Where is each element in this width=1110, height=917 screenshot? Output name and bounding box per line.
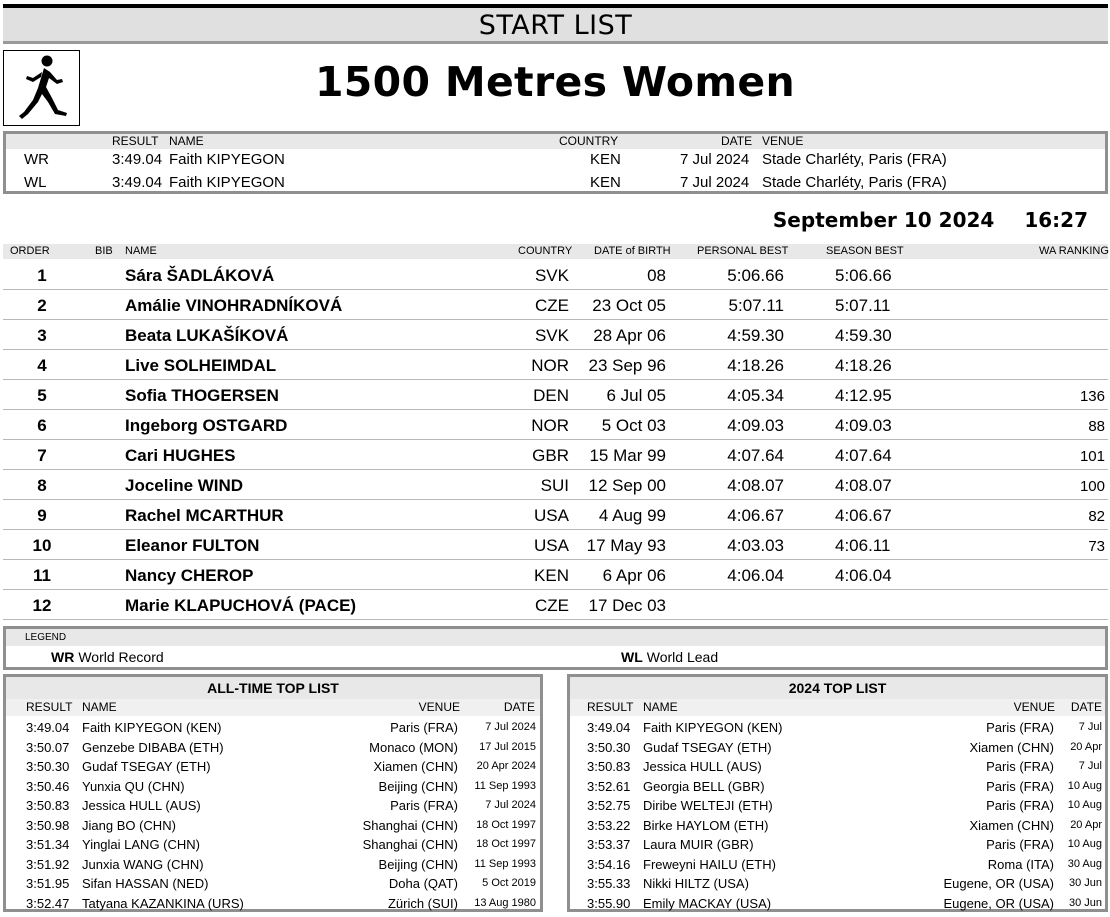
year-venue-header: VENUE xyxy=(1013,700,1055,714)
yeartop-row xyxy=(570,796,1105,816)
startlist-row xyxy=(3,590,1108,620)
athlete-name: Live SOLHEIMDAL xyxy=(125,356,277,375)
alltime-venue: Monaco (MON) xyxy=(369,739,458,755)
yeartop-date: 10 Aug xyxy=(1067,838,1102,850)
legend-box xyxy=(3,626,1108,670)
yeartop-name: Gudaf TSEGAY (ETH) xyxy=(643,739,772,755)
alltime-result-header: RESULT xyxy=(26,700,73,714)
alltime-row xyxy=(6,757,540,777)
start-list-title: START LIST xyxy=(3,8,1108,44)
alltime-date: 13 Aug 1980 xyxy=(474,896,536,909)
athlete-country: CZE xyxy=(535,296,569,315)
yeartop-name: Nikki HILTZ (USA) xyxy=(643,876,749,891)
yeartop-date: 20 Apr xyxy=(1070,740,1102,753)
yeartop-row xyxy=(570,757,1105,777)
athlete-country: GBR xyxy=(532,446,569,465)
order-header: ORDER xyxy=(10,245,50,257)
startlist-row xyxy=(3,410,1108,440)
athlete-sb: 4:06.11 xyxy=(835,536,891,555)
records-result-header: RESULT xyxy=(112,134,159,148)
alltime-date: 18 Oct 1997 xyxy=(476,818,536,831)
alltime-date: 11 Sep 1993 xyxy=(474,779,536,792)
athlete-sb: 4:06.67 xyxy=(835,506,892,525)
yeartop-result: 3:55.33 xyxy=(587,876,631,891)
event-title: 1500 Metres Women xyxy=(314,58,796,106)
alltime-name: Faith KIPYEGON (KEN) xyxy=(82,720,222,735)
yeartop-date: 7 Jul xyxy=(1078,721,1102,733)
alltime-name: Jessica HULL (AUS) xyxy=(82,798,201,813)
alltime-row xyxy=(6,855,540,875)
yeartop-name: Faith KIPYEGON (KEN) xyxy=(643,720,783,735)
athlete-order: 1 xyxy=(37,266,47,285)
yeartop-result: 3:55.90 xyxy=(587,895,631,911)
athlete-country: KEN xyxy=(534,566,569,585)
yeartop-date: 30 Jun xyxy=(1068,877,1102,889)
athlete-name: Amálie VINOHRADNÍKOVÁ xyxy=(125,296,343,315)
record-venue: Stade Charléty, Paris (FRA) xyxy=(762,174,947,191)
records-header xyxy=(6,134,1105,149)
yeartop-row xyxy=(570,874,1105,894)
athlete-dob: 15 Mar 99 xyxy=(589,446,666,465)
yeartop-venue: Paris (FRA) xyxy=(986,837,1054,852)
pb-header: PERSONAL BEST xyxy=(697,245,789,257)
alltime-result: 3:51.95 xyxy=(26,876,70,891)
alltime-venue: Beijing (CHN) xyxy=(378,856,458,872)
record-type: WL xyxy=(24,174,47,191)
alltime-name: Gudaf TSEGAY (ETH) xyxy=(82,759,211,774)
yeartop-venue: Eugene, OR (USA) xyxy=(943,895,1054,911)
athlete-order: 12 xyxy=(32,596,52,615)
alltime-venue: Paris (FRA) xyxy=(390,720,458,735)
athlete-rank: 73 xyxy=(1088,538,1105,555)
athlete-pb: 4:18.26 xyxy=(727,356,784,375)
yeartop-date: 30 Aug xyxy=(1067,857,1102,870)
year-top-list xyxy=(567,674,1108,912)
athlete-dob: 4 Aug 99 xyxy=(598,506,666,525)
yeartop-result: 3:52.61 xyxy=(587,778,631,794)
yeartop-name: Emily MACKAY (USA) xyxy=(643,895,772,911)
startlist-row xyxy=(3,470,1108,500)
alltime-row xyxy=(6,816,540,836)
record-date: 7 Jul 2024 xyxy=(680,174,750,191)
athlete-sb: 4:08.07 xyxy=(835,476,892,495)
legend-code: WL xyxy=(621,649,643,665)
alltime-name: Junxia WANG (CHN) xyxy=(82,856,204,872)
yeartop-venue: Xiamen (CHN) xyxy=(969,817,1054,833)
alltime-name: Jiang BO (CHN) xyxy=(82,817,176,833)
alltime-venue: Doha (QAT) xyxy=(388,876,458,891)
athlete-order: 5 xyxy=(37,386,47,405)
date-time xyxy=(773,208,1088,232)
alltime-result: 3:49.04 xyxy=(26,720,70,735)
athlete-sb: 5:06.66 xyxy=(835,266,892,285)
legend-code: WR xyxy=(51,649,75,665)
alltime-date: 5 Oct 2019 xyxy=(482,877,536,889)
athlete-sb: 4:12.95 xyxy=(835,386,892,405)
athlete-pb: 4:08.07 xyxy=(727,476,784,495)
alltime-venue: Xiamen (CHN) xyxy=(373,759,458,774)
yeartop-row xyxy=(570,894,1105,914)
record-result: 3:49.04 xyxy=(112,174,163,191)
athlete-order: 2 xyxy=(37,296,47,315)
yeartop-date: 20 Apr xyxy=(1070,818,1102,831)
alltime-result: 3:52.47 xyxy=(26,895,70,911)
record-row-wr xyxy=(6,148,1105,171)
alltime-result: 3:50.07 xyxy=(26,739,70,755)
athlete-order: 4 xyxy=(37,356,47,375)
yeartop-venue: Eugene, OR (USA) xyxy=(943,876,1054,891)
athlete-order: 9 xyxy=(37,506,47,525)
athlete-country: USA xyxy=(534,536,569,555)
record-country: KEN xyxy=(590,174,621,191)
alltime-row xyxy=(6,874,540,894)
legend-text: World Lead xyxy=(646,649,719,665)
athlete-country: SVK xyxy=(534,326,569,345)
alltime-venue: Zürich (SUI) xyxy=(387,895,458,911)
athlete-dob: 12 Sep 00 xyxy=(588,476,666,495)
athlete-country: USA xyxy=(534,506,569,525)
record-row-wl xyxy=(6,171,1105,194)
records-name-header: NAME xyxy=(169,134,204,148)
record-country: KEN xyxy=(590,151,621,168)
yeartop-row xyxy=(570,777,1105,797)
alltime-row xyxy=(6,894,540,914)
record-name: Faith KIPYEGON xyxy=(169,151,285,168)
yeartop-row xyxy=(570,855,1105,875)
athlete-dob: 17 May 93 xyxy=(586,536,666,555)
legend-text: World Record xyxy=(78,649,164,665)
startlist-row xyxy=(3,380,1108,410)
records-country-header: COUNTRY xyxy=(559,134,619,148)
alltime-row xyxy=(6,835,540,855)
yeartop-name: Laura MUIR (GBR) xyxy=(643,837,754,852)
startlist-row xyxy=(3,290,1108,320)
record-result: 3:49.04 xyxy=(112,151,163,168)
alltime-name-header: NAME xyxy=(82,700,117,714)
year-name-header: NAME xyxy=(643,700,678,714)
athlete-pb: 5:07.11 xyxy=(728,296,784,315)
athlete-dob: 17 Dec 03 xyxy=(588,596,666,615)
athlete-sb: 4:59.30 xyxy=(835,326,892,345)
records-date-header: DATE xyxy=(721,134,753,148)
athlete-name: Ingeborg OSTGARD xyxy=(125,416,288,435)
alltime-venue: Beijing (CHN) xyxy=(378,778,458,794)
alltime-top-list xyxy=(3,674,543,912)
alltime-title: ALL-TIME TOP LIST xyxy=(207,680,339,696)
records-box xyxy=(3,131,1108,194)
athlete-name: Marie KLAPUCHOVÁ (PACE) xyxy=(125,596,357,615)
athlete-country: NOR xyxy=(531,356,569,375)
alltime-result: 3:51.34 xyxy=(26,837,70,852)
athlete-sb: 5:07.11 xyxy=(835,296,891,315)
athlete-dob: 28 Apr 06 xyxy=(593,326,666,345)
alltime-name: Yinglai LANG (CHN) xyxy=(82,837,200,852)
yeartop-result: 3:50.83 xyxy=(587,759,631,774)
yeartop-row xyxy=(570,816,1105,836)
yeartop-name: Diribe WELTEJI (ETH) xyxy=(643,798,773,813)
yeartop-venue: Paris (FRA) xyxy=(986,720,1054,735)
athlete-order: 11 xyxy=(33,566,51,585)
athlete-country: CZE xyxy=(535,596,569,615)
athlete-pb: 4:06.04 xyxy=(727,566,784,585)
alltime-row xyxy=(6,777,540,797)
athlete-dob: 6 Jul 05 xyxy=(606,386,666,405)
yeartop-venue: Paris (FRA) xyxy=(986,759,1054,774)
yeartop-name: Freweyni HAILU (ETH) xyxy=(643,856,776,872)
alltime-column-headers xyxy=(6,699,540,716)
athlete-pb: 4:59.30 xyxy=(727,326,784,345)
athlete-order: 10 xyxy=(32,536,52,555)
alltime-date-header: DATE xyxy=(503,700,535,714)
athlete-name: Eleanor FULTON xyxy=(125,536,260,555)
yeartop-date: 30 Jun xyxy=(1068,896,1102,909)
athlete-pb: 4:09.03 xyxy=(727,416,784,435)
yeartop-result: 3:50.30 xyxy=(587,739,631,755)
event-time: 16:27 xyxy=(1024,208,1088,232)
legend-item-wl xyxy=(621,649,718,665)
alltime-name: Tatyana KAZANKINA (URS) xyxy=(82,895,244,911)
record-name: Faith KIPYEGON xyxy=(169,174,285,191)
athlete-name: Beata LUKAŠÍKOVÁ xyxy=(125,326,289,345)
athlete-order: 7 xyxy=(37,446,47,465)
startlist-row xyxy=(3,500,1108,530)
athlete-rank: 101 xyxy=(1079,448,1105,465)
startlist-row xyxy=(3,440,1108,470)
legend-title: LEGEND xyxy=(6,629,1105,646)
athlete-dob: 23 Sep 96 xyxy=(588,356,666,375)
athlete-sb: 4:06.04 xyxy=(835,566,892,585)
country-header: COUNTRY xyxy=(518,245,573,257)
athlete-country: NOR xyxy=(531,416,569,435)
alltime-date: 11 Sep 1993 xyxy=(474,857,536,870)
athlete-pb: 4:05.34 xyxy=(727,386,784,405)
alltime-date: 18 Oct 1997 xyxy=(476,838,536,850)
athlete-name: Joceline WIND xyxy=(125,476,244,495)
yeartop-name: Jessica HULL (AUS) xyxy=(643,759,762,774)
alltime-row xyxy=(6,718,540,738)
athlete-rank: 82 xyxy=(1088,508,1105,525)
athlete-country: SVK xyxy=(534,266,569,285)
yeartop-venue: Roma (ITA) xyxy=(987,856,1054,872)
startlist-row xyxy=(3,530,1108,560)
yeartop-row xyxy=(570,718,1105,738)
yeartop-result: 3:52.75 xyxy=(587,798,631,813)
alltime-row xyxy=(6,738,540,758)
athlete-dob: 6 Apr 06 xyxy=(602,566,666,585)
athlete-rank: 88 xyxy=(1088,418,1105,435)
yeartop-result: 3:53.22 xyxy=(587,817,631,833)
athlete-pb: 4:07.64 xyxy=(727,446,784,465)
yeartop-result: 3:54.16 xyxy=(587,856,631,872)
athlete-name: Sára ŠADLÁKOVÁ xyxy=(125,266,275,285)
yeartop-row xyxy=(570,738,1105,758)
athlete-order: 8 xyxy=(37,476,47,495)
legend-item-wr xyxy=(51,649,164,665)
athlete-sb: 4:07.64 xyxy=(835,446,892,465)
alltime-name: Yunxia QU (CHN) xyxy=(82,778,185,794)
yeartop-venue: Paris (FRA) xyxy=(986,778,1054,794)
alltime-result: 3:50.98 xyxy=(26,817,70,833)
year-date-header: DATE xyxy=(1070,700,1102,714)
sb-header: SEASON BEST xyxy=(826,245,904,257)
name-header: NAME xyxy=(125,245,157,257)
alltime-date: 7 Jul 2024 xyxy=(485,721,536,733)
athlete-dob: 08 xyxy=(647,266,666,285)
athlete-order: 3 xyxy=(37,326,47,345)
year-result-header: RESULT xyxy=(587,700,634,714)
dob-header: DATE of BIRTH xyxy=(594,245,671,257)
alltime-name: Sifan HASSAN (NED) xyxy=(82,876,209,891)
athlete-name: Cari HUGHES xyxy=(125,446,236,465)
alltime-date: 20 Apr 2024 xyxy=(476,760,536,772)
yeartop-venue: Xiamen (CHN) xyxy=(969,739,1054,755)
alltime-date: 7 Jul 2024 xyxy=(485,799,536,811)
athlete-dob: 5 Oct 03 xyxy=(601,416,666,435)
startlist-header xyxy=(3,244,1108,259)
bib-header: BIB xyxy=(95,245,113,257)
athlete-order: 6 xyxy=(37,416,47,435)
athlete-country: SUI xyxy=(540,476,569,495)
year-column-headers xyxy=(570,699,1105,716)
alltime-title-bar xyxy=(6,677,540,699)
yeartop-date: 10 Aug xyxy=(1067,779,1102,792)
alltime-result: 3:50.30 xyxy=(26,759,70,774)
athlete-pb: 4:06.67 xyxy=(727,506,784,525)
startlist-row xyxy=(3,320,1108,350)
athlete-name: Rachel MCARTHUR xyxy=(125,506,284,525)
rank-header: WA RANKING xyxy=(1039,245,1109,257)
athlete-name: Sofia THOGERSEN xyxy=(125,386,279,405)
alltime-venue: Shanghai (CHN) xyxy=(362,817,458,833)
startlist-row xyxy=(3,350,1108,380)
yeartop-result: 3:53.37 xyxy=(587,837,631,852)
record-venue: Stade Charléty, Paris (FRA) xyxy=(762,151,947,168)
athlete-pb: 4:03.03 xyxy=(727,536,784,555)
athlete-country: DEN xyxy=(533,386,569,405)
alltime-venue: Shanghai (CHN) xyxy=(362,837,458,852)
record-date: 7 Jul 2024 xyxy=(680,151,750,168)
year-title: 2024 TOP LIST xyxy=(788,680,887,696)
alltime-name: Genzebe DIBABA (ETH) xyxy=(82,739,224,755)
athlete-name: Nancy CHEROP xyxy=(125,566,254,585)
yeartop-row xyxy=(570,835,1105,855)
startlist-row xyxy=(3,560,1108,590)
yeartop-result: 3:49.04 xyxy=(587,720,631,735)
athlete-rank: 100 xyxy=(1079,478,1105,495)
yeartop-name: Georgia BELL (GBR) xyxy=(643,778,765,794)
startlist-row xyxy=(3,260,1108,290)
alltime-date: 17 Jul 2015 xyxy=(479,740,536,753)
alltime-venue-header: VENUE xyxy=(418,700,460,714)
records-venue-header: VENUE xyxy=(762,134,804,148)
alltime-result: 3:50.83 xyxy=(26,798,70,813)
athlete-sb: 4:09.03 xyxy=(835,416,892,435)
athlete-rank: 136 xyxy=(1079,388,1105,405)
yeartop-name: Birke HAYLOM (ETH) xyxy=(643,817,769,833)
record-type: WR xyxy=(24,151,49,168)
athlete-dob: 23 Oct 05 xyxy=(592,296,666,315)
yeartop-venue: Paris (FRA) xyxy=(986,798,1054,813)
athlete-sb: 4:18.26 xyxy=(835,356,892,375)
alltime-row xyxy=(6,796,540,816)
yeartop-date: 10 Aug xyxy=(1067,799,1102,811)
year-title-bar xyxy=(570,677,1105,699)
event-date: September 10 2024 xyxy=(772,208,995,232)
athlete-pb: 5:06.66 xyxy=(727,266,784,285)
alltime-result: 3:50.46 xyxy=(26,778,70,794)
alltime-venue: Paris (FRA) xyxy=(390,798,458,813)
yeartop-date: 7 Jul xyxy=(1078,760,1102,772)
alltime-result: 3:51.92 xyxy=(26,856,70,872)
